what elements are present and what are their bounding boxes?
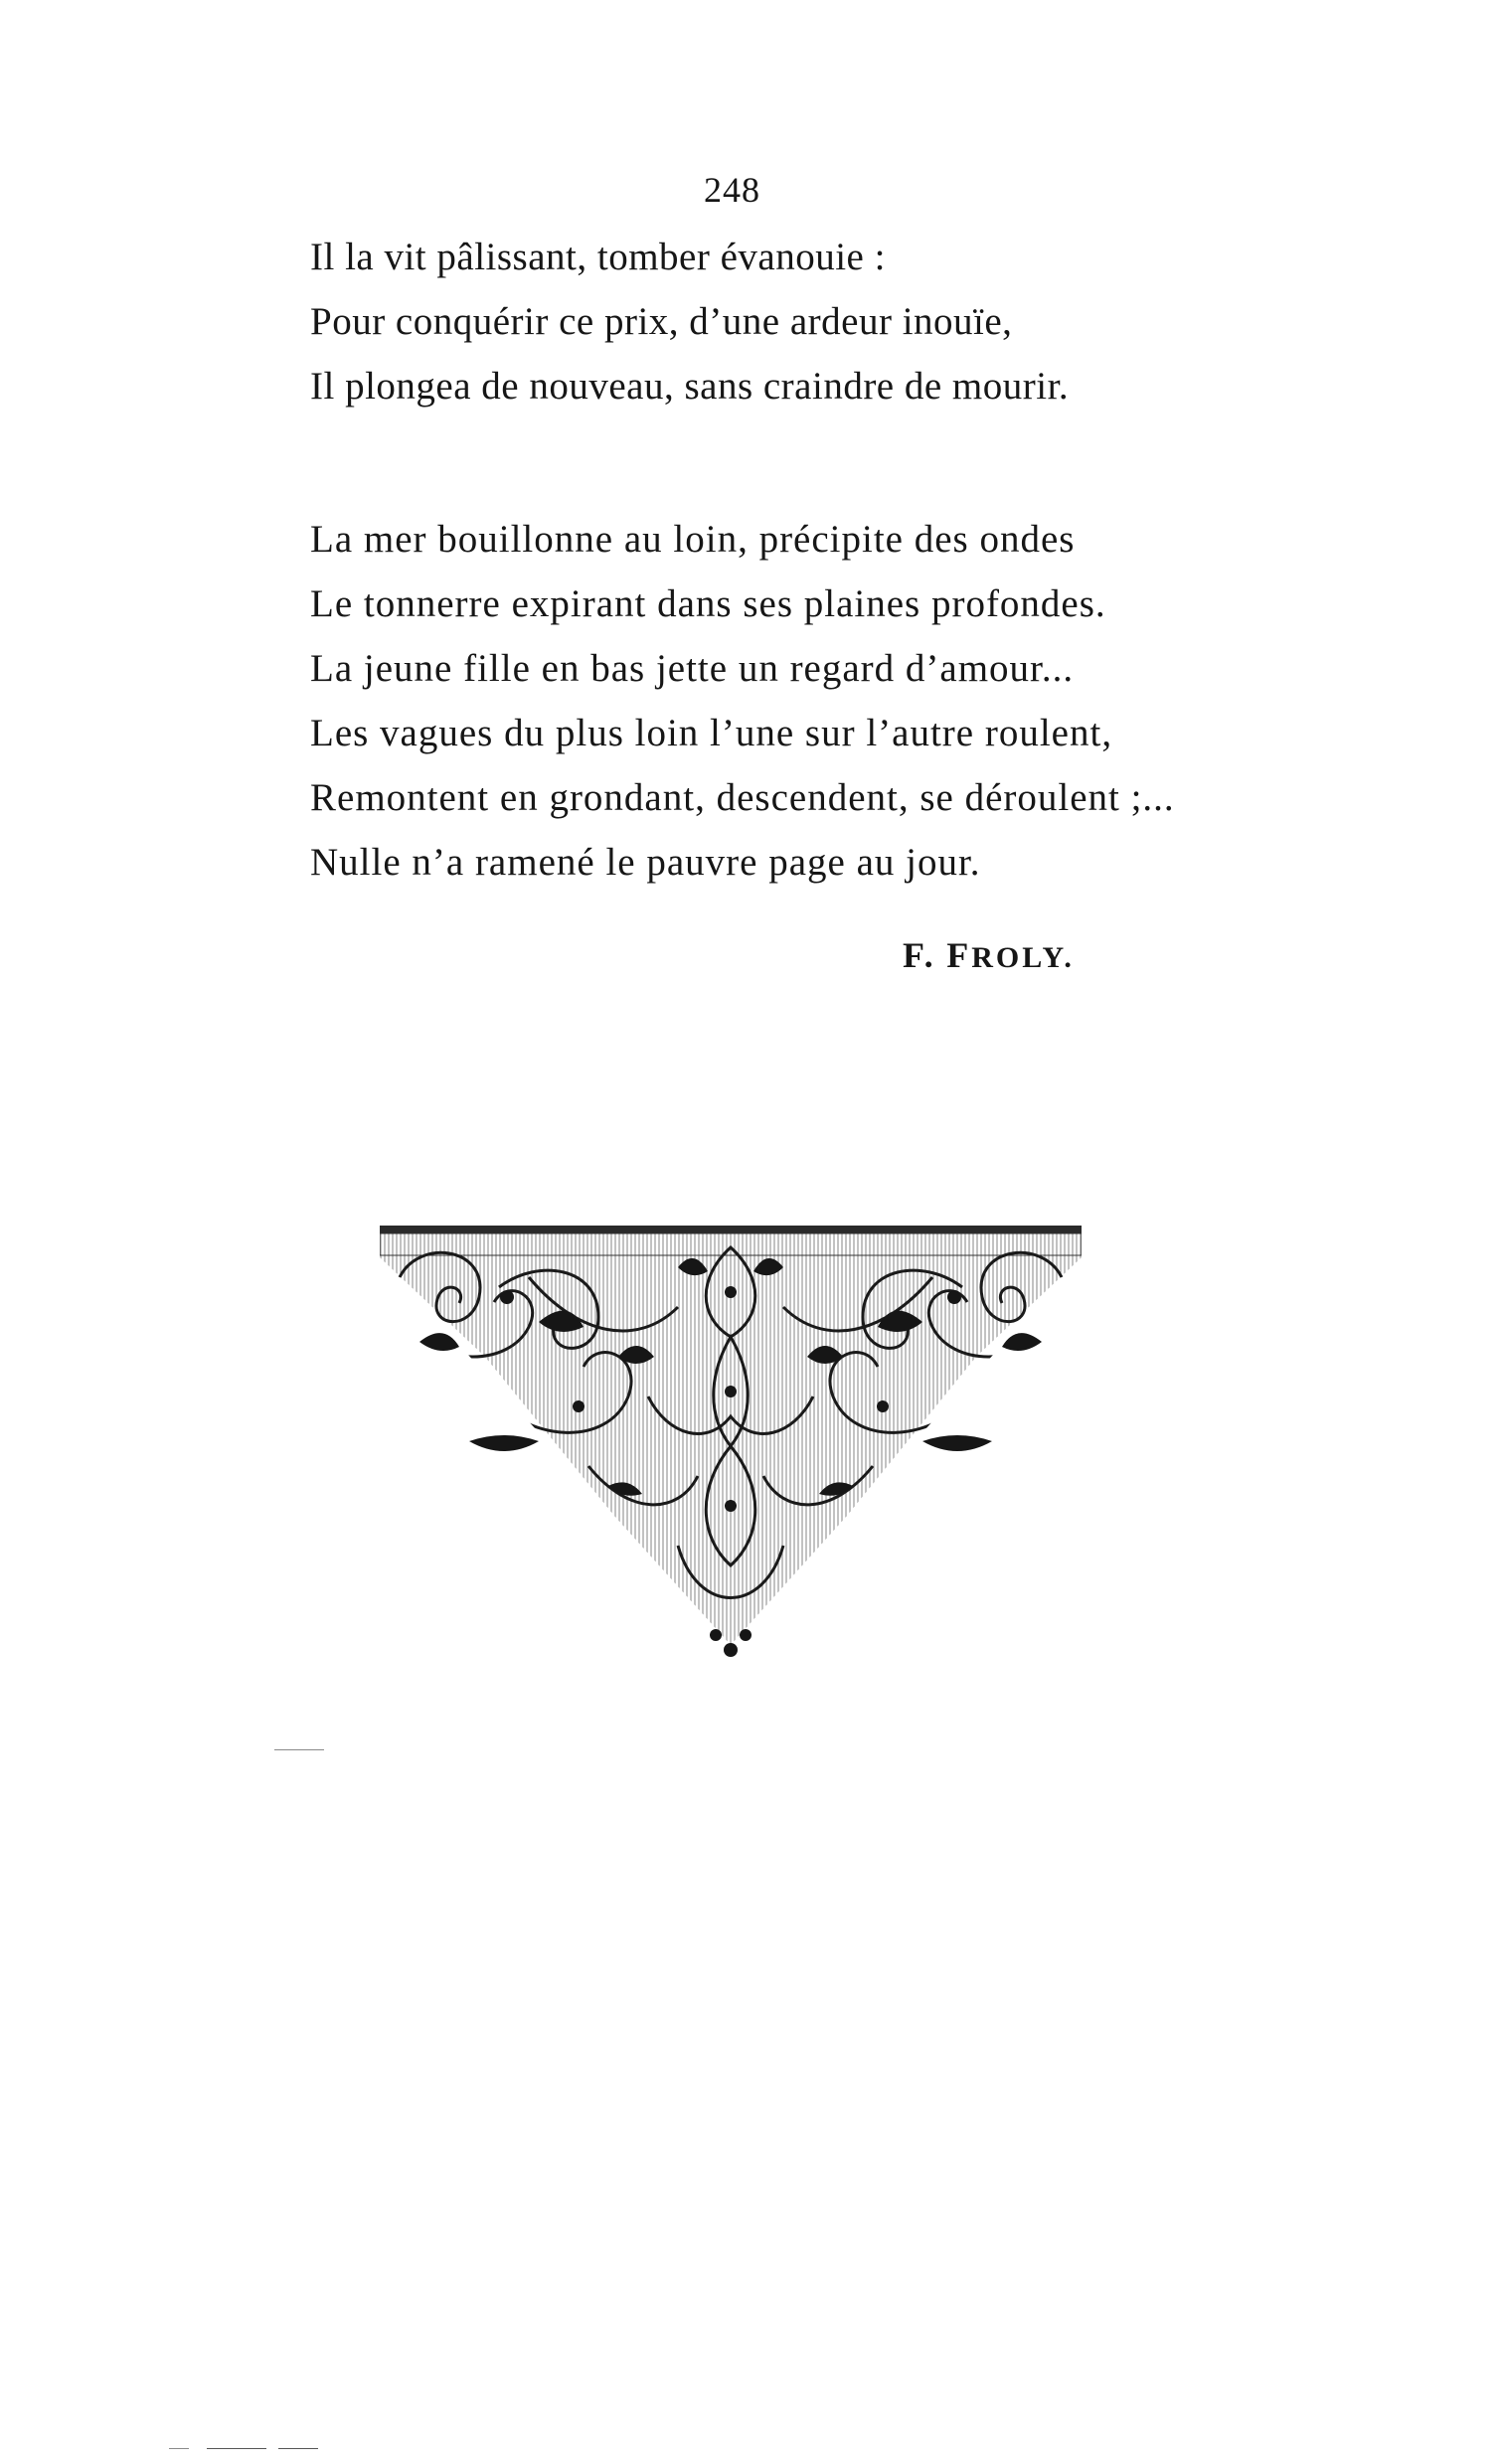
author-surname-smallcaps: ROLY.: [971, 941, 1075, 974]
verse-line: La jeune fille en bas jette un regard d’amour...: [310, 647, 1075, 690]
verse-line: La mer bouillonne au loin, précipite des ondes: [310, 518, 1076, 561]
arabesque-tailpiece-ornament-icon: [380, 1218, 1082, 1675]
verse-line: Nulle n’a ramené le pauvre page au jour.: [310, 841, 981, 884]
stanza-2: [310, 507, 1205, 895]
verse-line: Il plongea de nouveau, sans craindre de mourir.: [310, 365, 1070, 408]
page-number: 248: [704, 170, 760, 210]
verse-line: Les vagues du plus loin l’une sur l’autre roulent,: [310, 712, 1113, 754]
verse-line: Le tonnerre expirant dans ses plaines profondes.: [310, 582, 1106, 625]
scan-speck: [278, 2448, 318, 2449]
scan-speck: [207, 2448, 266, 2449]
author-initial: F.: [903, 935, 936, 975]
stanza-1: [310, 225, 1205, 418]
author-surname-capital: F: [946, 935, 972, 975]
verse-line: Pour conquérir ce prix, d’une ardeur inouïe,: [310, 300, 1013, 343]
scan-speck: [169, 2448, 189, 2449]
verse-line: Il la vit pâlissant, tomber évanouie :: [310, 236, 886, 278]
verse-line: Remontent en grondant, descendent, se déroulent ;...: [310, 776, 1175, 819]
scan-speck: [274, 1749, 324, 1750]
author-signature: [903, 934, 1075, 976]
